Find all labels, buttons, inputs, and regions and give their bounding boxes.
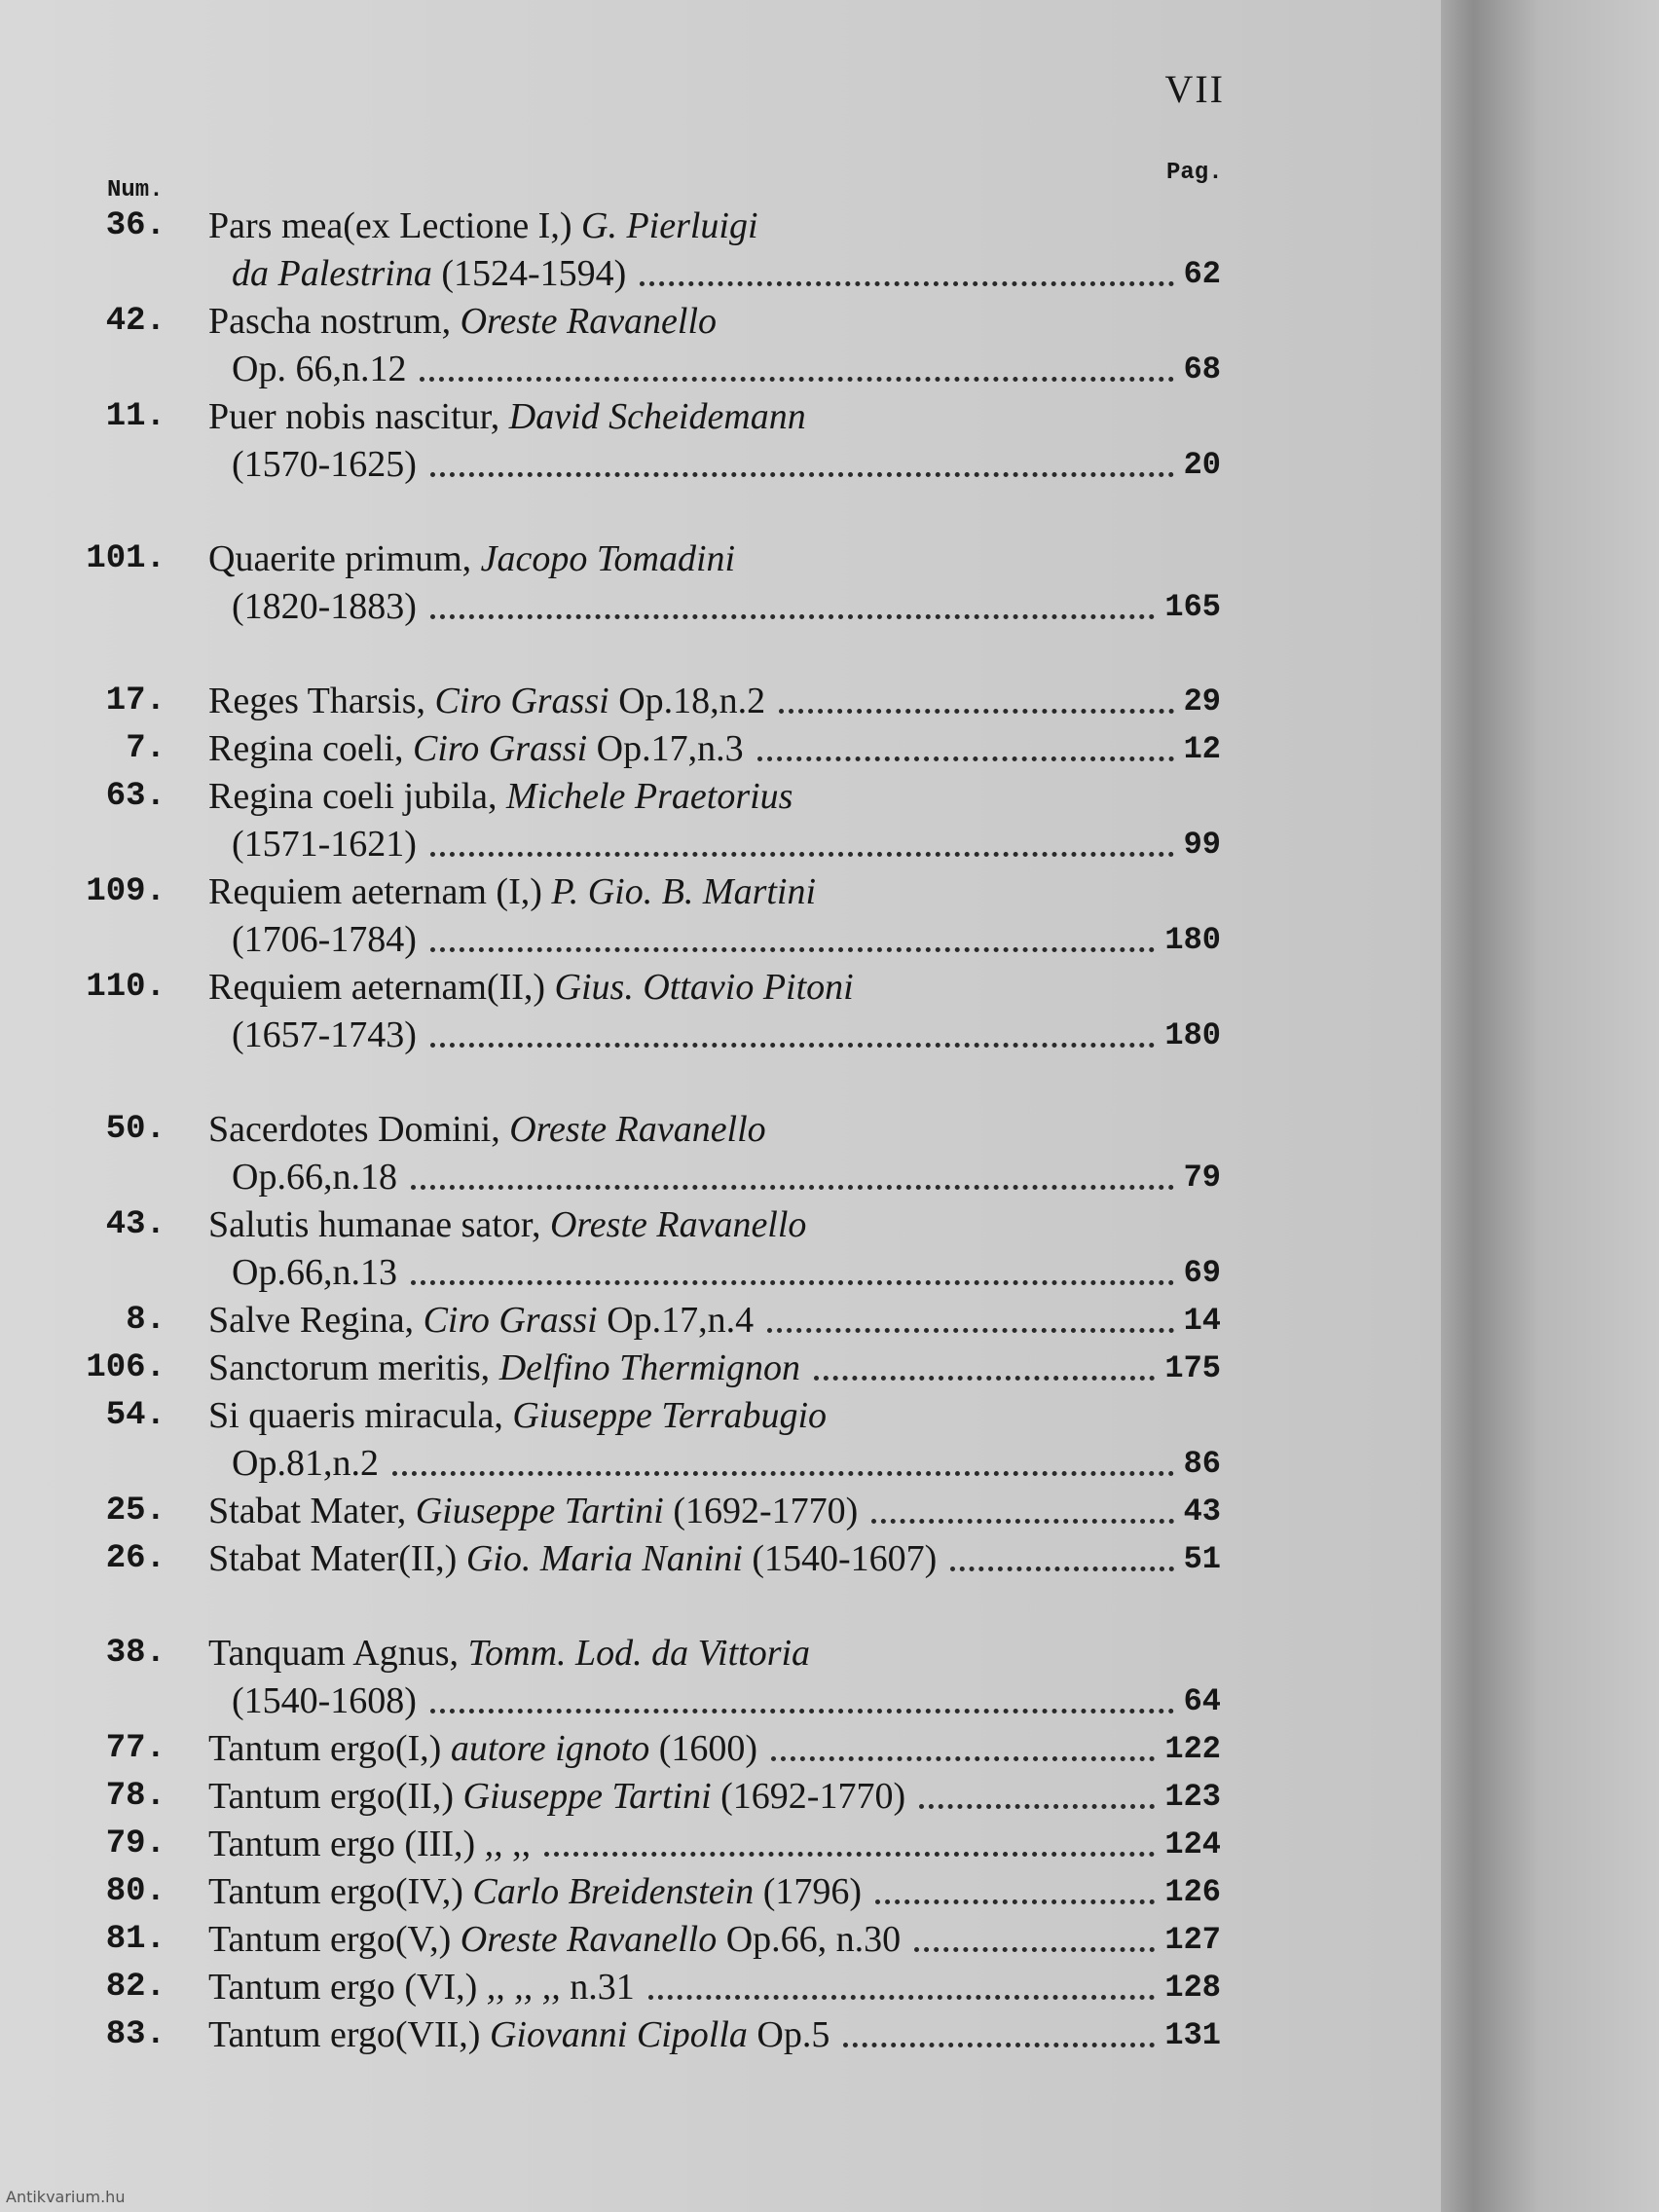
entry-detail: (1706-1784) <box>232 919 417 960</box>
entry-title: Salutis humanae sator, <box>208 1204 541 1245</box>
entry-composer: Oreste Ravanello <box>509 1109 766 1150</box>
dot-leader <box>767 1297 1173 1333</box>
entry-page: 165 <box>1164 589 1221 625</box>
dot-leader <box>779 678 1173 714</box>
entry-composer: Ciro Grassi <box>434 681 609 721</box>
dot-leader <box>430 1012 1155 1048</box>
entry-composer: Giuseppe Tartini <box>462 1776 712 1817</box>
entry-page: 180 <box>1164 1017 1221 1053</box>
entry-detail: (1524-1594) <box>441 253 627 294</box>
dot-leader <box>430 1677 1174 1714</box>
dot-leader <box>771 1725 1155 1761</box>
dot-leader <box>871 1488 1173 1524</box>
entry-detail: (1820-1883) <box>232 586 417 627</box>
entry-number: 26. <box>105 1540 166 1577</box>
entry-title: Tantum ergo(II,) <box>208 1776 454 1817</box>
entry-page: 86 <box>1183 1446 1221 1482</box>
entry-page: 126 <box>1164 1874 1221 1910</box>
index-entry <box>0 1297 1460 1345</box>
entry-page: 14 <box>1183 1303 1221 1339</box>
dot-leader <box>420 346 1173 382</box>
entry-detail: (1540-1608) <box>232 1680 417 1721</box>
entry-composer: Gius. Ottavio Pitoni <box>554 967 854 1008</box>
page-number: VII <box>1164 67 1225 111</box>
entry-composer: P. Gio. B. Martini <box>551 871 817 912</box>
entry-composer: Oreste Ravanello <box>460 1919 718 1960</box>
entry-number: 17. <box>105 682 166 719</box>
entry-page: 69 <box>1183 1255 1221 1291</box>
entry-detail: (1600) <box>658 1728 758 1769</box>
index-entry <box>0 1773 1460 1821</box>
entry-page: 64 <box>1183 1683 1221 1719</box>
entry-detail: Op.17,n.3 <box>596 728 744 769</box>
index-entry <box>0 678 1460 725</box>
entry-number: 81. <box>105 1921 166 1958</box>
entry-composer: Oreste Ravanello <box>460 301 718 342</box>
entry-detail: Op.66,n.18 <box>232 1157 397 1198</box>
section-gap <box>0 489 1460 535</box>
dot-leader <box>814 1345 1155 1381</box>
entry-number: 77. <box>105 1730 166 1767</box>
entry-composer: Tomm. Lod. da Vittoria <box>467 1633 811 1674</box>
index-entry <box>0 1106 1460 1201</box>
entry-title: Puer nobis nascitur, <box>208 396 500 437</box>
entry-page: 79 <box>1183 1160 1221 1196</box>
dot-leader <box>914 1916 1155 1952</box>
index-entry <box>0 2011 1460 2059</box>
entry-number: 8. <box>126 1302 166 1339</box>
entry-number: 106. <box>86 1349 166 1386</box>
index-entry <box>0 1725 1460 1773</box>
entry-title: Si quaeris miracula, <box>208 1395 503 1436</box>
entry-composer: David Scheidemann <box>508 396 806 437</box>
entry-number: 36. <box>105 207 166 244</box>
entry-detail: Op.18,n.2 <box>618 681 766 721</box>
entry-number: 79. <box>105 1825 166 1862</box>
dot-leader <box>430 441 1174 477</box>
entry-number: 78. <box>105 1778 166 1815</box>
entry-title: Stabat Mater, <box>208 1491 407 1531</box>
entry-composer: Delfino Thermignon <box>498 1347 800 1388</box>
entry-number: 63. <box>105 778 166 815</box>
entry-detail: Op.17,n.4 <box>607 1300 755 1341</box>
index-entry <box>0 1630 1460 1725</box>
index-entry <box>0 868 1460 964</box>
dot-leader <box>950 1535 1173 1571</box>
entry-number: 101. <box>86 540 166 577</box>
entry-page: 29 <box>1183 683 1221 719</box>
entry-page: 131 <box>1164 2017 1221 2053</box>
index-entry <box>0 1535 1460 1583</box>
entry-number: 54. <box>105 1397 166 1434</box>
entry-title: Pars mea(ex Lectione I,) <box>208 205 572 246</box>
entry-title: Tantum ergo (VI,) <box>208 1967 478 2008</box>
entry-title: Requiem aeternam (I,) <box>208 871 542 912</box>
entry-number: 7. <box>126 730 166 767</box>
dot-leader <box>430 821 1174 857</box>
entry-page: 43 <box>1183 1493 1221 1530</box>
entry-number: 109. <box>86 873 166 910</box>
dot-leader <box>757 725 1174 761</box>
entry-title: Tantum ergo(IV,) <box>208 1871 463 1912</box>
entry-number: 25. <box>105 1493 166 1530</box>
entry-composer: Giuseppe Terrabugio <box>512 1395 828 1436</box>
entry-number: 50. <box>105 1111 166 1148</box>
entry-page: 68 <box>1183 351 1221 387</box>
entry-title: Tanquam Agnus, <box>208 1633 459 1674</box>
entry-number: 43. <box>105 1206 166 1243</box>
index-entry <box>0 1392 1460 1488</box>
entry-composer: Jacopo Tomadini <box>480 538 736 579</box>
entry-detail: ,, <box>512 1824 532 1864</box>
entry-composer: Giuseppe Tartini <box>415 1491 664 1531</box>
entry-composer: Giovanni Cipolla <box>489 2014 748 2055</box>
index-entry <box>0 1345 1460 1392</box>
entry-composer: Michele Praetorius <box>506 776 793 817</box>
entry-title: Sacerdotes Domini, <box>208 1109 500 1150</box>
dot-leader <box>544 1821 1155 1857</box>
entry-page: 124 <box>1164 1826 1221 1862</box>
dot-leader <box>843 2011 1155 2047</box>
dot-leader <box>411 1249 1174 1285</box>
entry-page: 128 <box>1164 1970 1221 2006</box>
entry-title: Stabat Mater(II,) <box>208 1538 458 1579</box>
entry-composer: autore ignoto <box>450 1728 650 1769</box>
entry-number: 110. <box>86 969 166 1006</box>
entry-title: Reges Tharsis, <box>208 681 426 721</box>
index-entry <box>0 298 1460 393</box>
dot-leader <box>430 916 1155 952</box>
entry-composer: Ciro Grassi <box>423 1300 598 1341</box>
entry-page: 20 <box>1183 447 1221 483</box>
entry-detail: (1540-1607) <box>752 1538 938 1579</box>
entry-title: Regina coeli, <box>208 728 404 769</box>
entry-composer: Ciro Grassi <box>412 728 588 769</box>
entry-number: 83. <box>105 2016 166 2053</box>
entry-page: 123 <box>1164 1779 1221 1815</box>
entry-detail: (1692-1770) <box>673 1491 859 1531</box>
entry-page: 62 <box>1183 256 1221 292</box>
entry-title: Tantum ergo(I,) <box>208 1728 442 1769</box>
entry-page: 180 <box>1164 922 1221 958</box>
entry-number: 82. <box>105 1969 166 2006</box>
entry-detail: Op.66, n.30 <box>725 1919 902 1960</box>
index-entry <box>0 1868 1460 1916</box>
entry-detail: (1571-1621) <box>232 824 417 865</box>
entry-detail: Op.66,n.13 <box>232 1252 397 1293</box>
page-column-label: Pag. <box>1166 160 1223 186</box>
index-entry <box>0 1821 1460 1868</box>
index-entry <box>0 725 1460 773</box>
entry-title: Requiem aeternam(II,) <box>208 967 546 1008</box>
num-column-label: Num. <box>107 177 164 203</box>
entry-composer: G. Pierluigi <box>581 205 758 246</box>
dot-leader <box>392 1440 1174 1476</box>
entry-composer: ,, <box>484 1824 503 1864</box>
entry-title: Regina coeli jubila, <box>208 776 498 817</box>
index-entry <box>0 1916 1460 1964</box>
entry-detail: (1570-1625) <box>232 444 417 485</box>
entry-page: 51 <box>1183 1541 1221 1577</box>
entry-detail: (1657-1743) <box>232 1014 417 1055</box>
entry-page: 122 <box>1164 1731 1221 1767</box>
entry-number: 11. <box>105 398 166 435</box>
dot-leader <box>640 250 1173 286</box>
entry-title: Pascha nostrum, <box>208 301 452 342</box>
dot-leader <box>430 583 1155 619</box>
entry-detail: (1796) <box>762 1871 863 1912</box>
entry-composer: Carlo Breidenstein <box>472 1871 755 1912</box>
entry-number: 42. <box>105 303 166 340</box>
dot-leader <box>648 1964 1156 2000</box>
index-entry <box>0 964 1460 1059</box>
entry-title: Sanctorum meritis, <box>208 1347 491 1388</box>
section-gap <box>0 1583 1460 1630</box>
entry-page: 175 <box>1164 1350 1221 1386</box>
entry-composer-cont: da Palestrina <box>232 253 432 294</box>
entry-composer: Gio. Maria Nanini <box>465 1538 743 1579</box>
section-gap <box>0 1059 1460 1106</box>
entry-title: Tantum ergo(VII,) <box>208 2014 481 2055</box>
entry-detail: (1692-1770) <box>720 1776 906 1817</box>
entry-detail: n.31 <box>570 1967 635 2008</box>
index-entry <box>0 1488 1460 1535</box>
entry-page: 12 <box>1183 731 1221 767</box>
entry-detail: Op. 66,n.12 <box>232 349 407 389</box>
entry-title: Tantum ergo (III,) <box>208 1824 476 1864</box>
entry-number: 80. <box>105 1873 166 1910</box>
section-gap <box>0 631 1460 678</box>
entry-page: 99 <box>1183 827 1221 863</box>
dot-leader <box>919 1773 1155 1809</box>
entry-title: Tantum ergo(V,) <box>208 1919 452 1960</box>
entry-composer: ,, ,, ,, <box>486 1967 561 2008</box>
index-entry <box>0 535 1460 631</box>
index-entry <box>0 1964 1460 2011</box>
index-entry <box>0 1201 1460 1297</box>
entry-title: Quaerite primum, <box>208 538 472 579</box>
book-spine <box>1441 0 1659 2212</box>
dot-leader <box>875 1868 1155 1904</box>
index-entries <box>0 203 1460 2059</box>
index-entry <box>0 393 1460 489</box>
dot-leader <box>411 1154 1174 1190</box>
entry-detail: Op.81,n.2 <box>232 1443 379 1484</box>
entry-detail: Op.5 <box>756 2014 830 2055</box>
watermark: Antikvarium.hu <box>6 2188 126 2206</box>
index-entry <box>0 203 1460 298</box>
entry-title: Salve Regina, <box>208 1300 415 1341</box>
entry-composer: Oreste Ravanello <box>549 1204 807 1245</box>
index-entry <box>0 773 1460 868</box>
entry-number: 38. <box>105 1635 166 1672</box>
entry-page: 127 <box>1164 1922 1221 1958</box>
